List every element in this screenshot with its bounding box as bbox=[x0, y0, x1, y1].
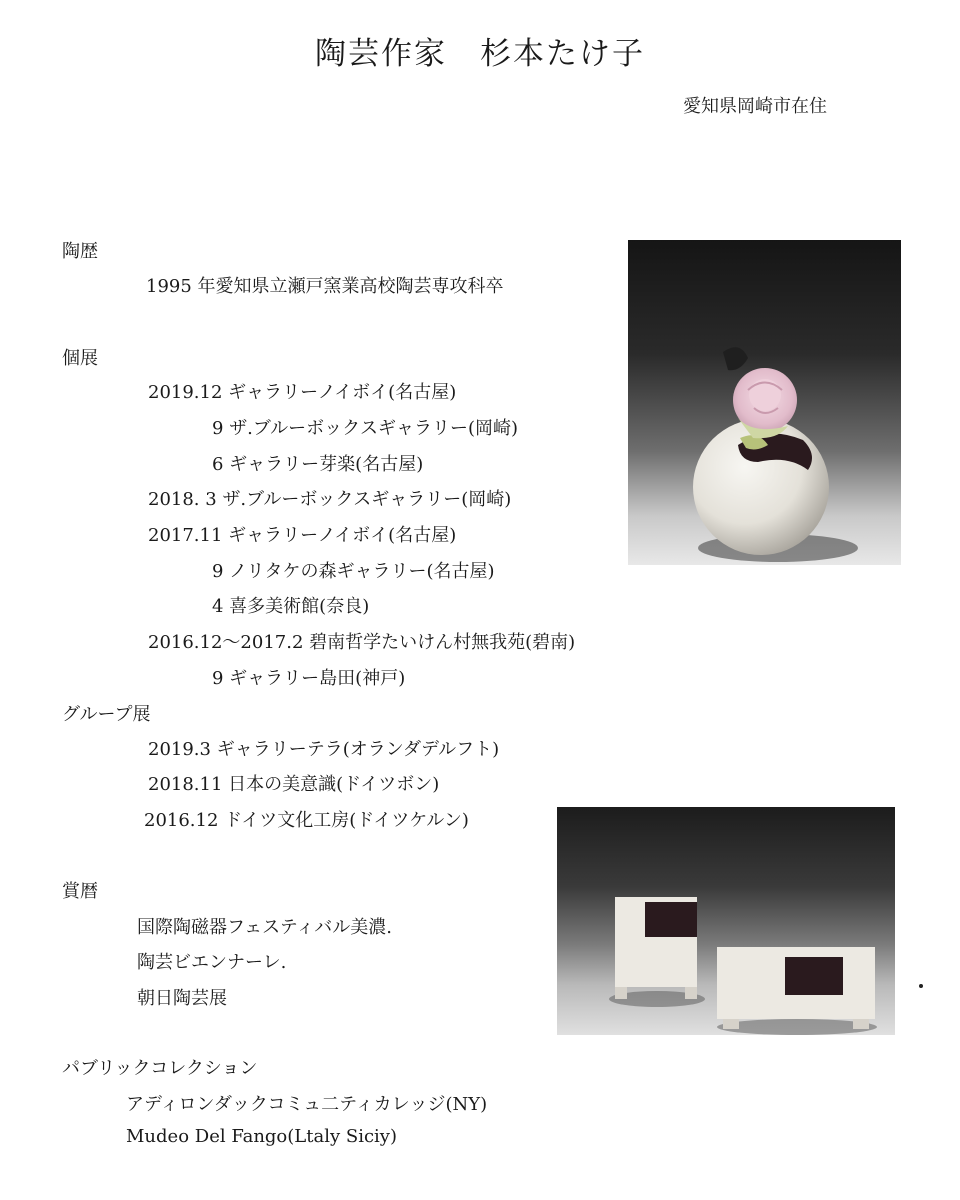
section-heading-solo-exhibitions: 個展 bbox=[62, 348, 98, 369]
solo-exhibition-item: 9 ノリタケの森ギャラリー(名古屋) bbox=[212, 561, 495, 582]
group-exhibition-item: 2019.3 ギャラリーテラ(オランダデルフト) bbox=[148, 739, 500, 760]
solo-exhibition-item: 9 ザ.ブルーボックスギャラリー(岡崎) bbox=[212, 418, 519, 439]
residence-text: 愛知県岡崎市在住 bbox=[683, 96, 827, 117]
section-heading-awards: 賞暦 bbox=[62, 881, 98, 902]
solo-exhibition-item: 2018. 3 ザ.ブルーボックスギャラリー(岡崎) bbox=[148, 489, 512, 510]
scan-speck bbox=[919, 984, 923, 988]
box-sculptures-photo bbox=[557, 807, 895, 1035]
collection-item: Mudeo Del Fango(Ltaly Siciy) bbox=[126, 1126, 397, 1147]
collection-item: アディロンダックコミュ二ティカレッジ(NY) bbox=[126, 1094, 488, 1115]
solo-exhibition-item: 2017.11 ギャラリーノイボイ(名古屋) bbox=[148, 525, 457, 546]
group-exhibition-item: 2016.12 ドイツ文化工房(ドイツケルン) bbox=[144, 810, 469, 831]
section-heading-public-collection: パブリックコレクション bbox=[62, 1058, 258, 1079]
award-item: 国際陶磁器フェスティバル美濃. bbox=[137, 917, 393, 938]
solo-exhibition-item: 4 喜多美術館(奈良) bbox=[212, 596, 370, 617]
award-item: 朝日陶芸展 bbox=[137, 988, 227, 1009]
solo-exhibition-item: 2016.12～2017.2 碧南哲学たいけん村無我苑(碧南) bbox=[148, 632, 576, 653]
career-item: 1995 年愛知県立瀬戸窯業高校陶芸専攻科卒 bbox=[146, 276, 504, 297]
section-heading-group-exhibitions: グループ展 bbox=[62, 704, 151, 725]
section-heading-career: 陶歴 bbox=[62, 241, 98, 262]
solo-exhibition-item: 2019.12 ギャラリーノイボイ(名古屋) bbox=[148, 382, 457, 403]
solo-exhibition-item: 9 ギャラリー島田(神戸) bbox=[212, 668, 406, 689]
vase-with-flower-photo bbox=[628, 240, 901, 565]
page-title: 陶芸作家 杉本たけ子 bbox=[315, 36, 645, 72]
award-item: 陶芸ビエンナーレ. bbox=[137, 952, 287, 973]
group-exhibition-item: 2018.11 日本の美意識(ドイツボン) bbox=[148, 774, 440, 795]
solo-exhibition-item: 6 ギャラリー芽楽(名古屋) bbox=[212, 454, 424, 475]
